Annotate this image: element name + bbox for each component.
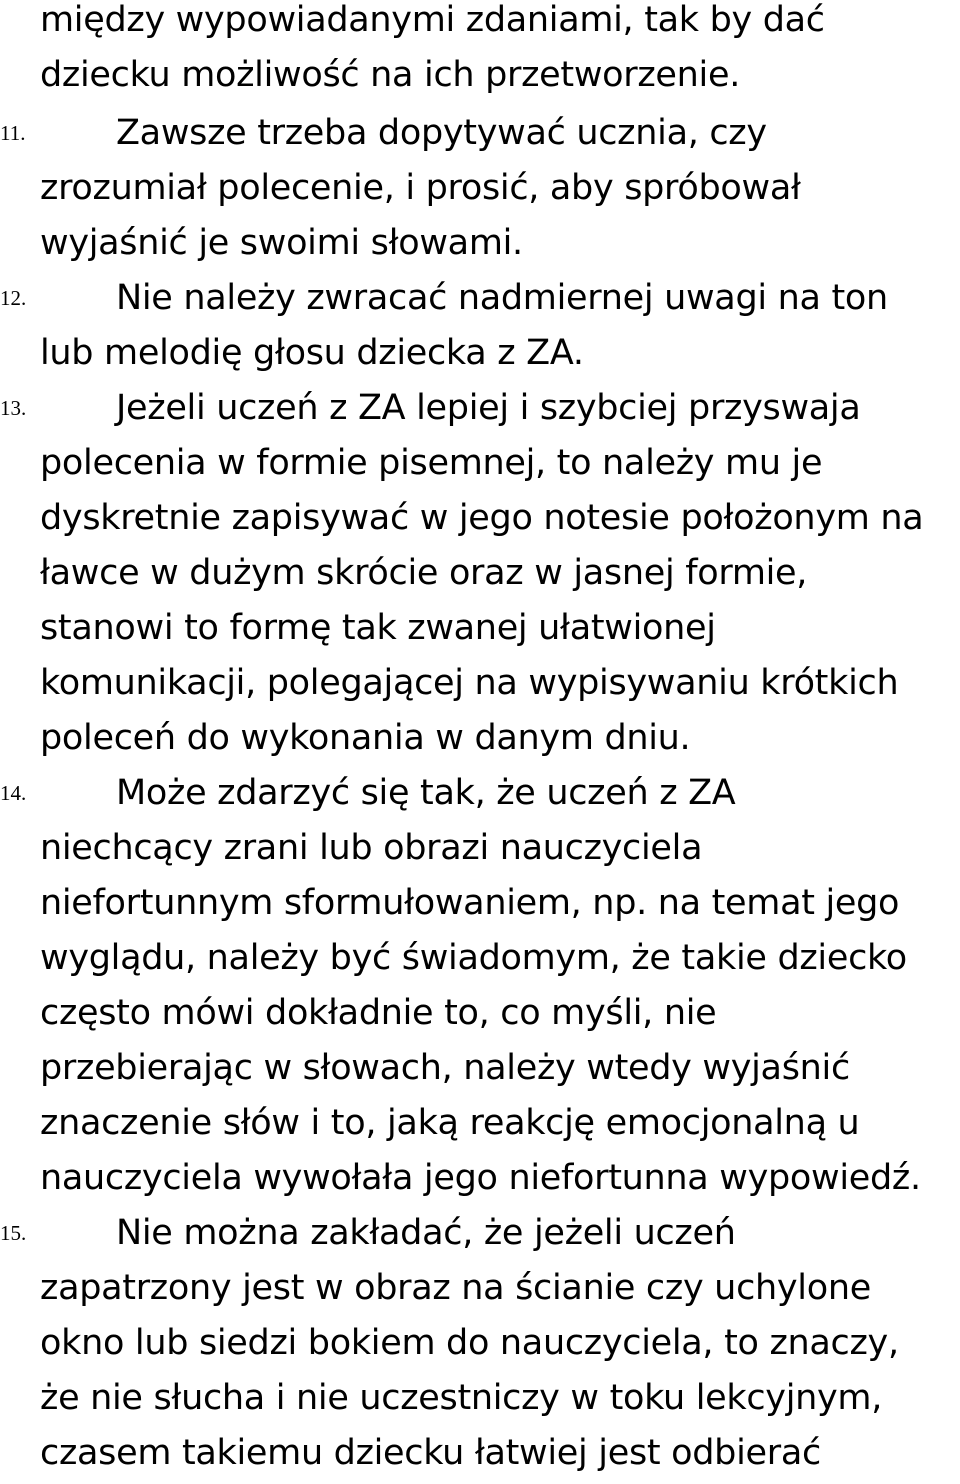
text-line: zapatrzony jest w obraz na ścianie czy uchylone: [40, 1268, 871, 1308]
text-line: Nie można zakładać, że jeżeli uczeń: [116, 1213, 736, 1253]
text-line: znaczenie słów i to, jaką reakcję emocjonalną u: [40, 1103, 860, 1143]
text-line: dziecku możliwość na ich przetworzenie.: [40, 55, 741, 95]
text-line: często mówi dokładnie to, co myśli, nie: [40, 993, 717, 1033]
text-line: Nie należy zwracać nadmiernej uwagi na ton: [116, 278, 888, 318]
text-line: niefortunnym sformułowaniem, np. na temat jego: [40, 883, 900, 923]
text-line: zrozumiał polecenie, i prosić, aby spróbował: [40, 168, 801, 208]
text-line: wyglądu, należy być świadomym, że takie dziecko: [40, 938, 907, 978]
text-line: Zawsze trzeba dopytywać ucznia, czy: [116, 113, 767, 153]
text-line: komunikacji, polegającej na wypisywaniu krótkich: [40, 663, 899, 703]
text-line: dyskretnie zapisywać w jego notesie położonym na: [40, 498, 924, 538]
text-line: poleceń do wykonania w danym dniu.: [40, 718, 691, 758]
text-line: ławce w dużym skrócie oraz w jasnej formie,: [40, 553, 808, 593]
text-line: niechcący zrani lub obrazi nauczyciela: [40, 828, 703, 868]
text-line: Może zdarzyć się tak, że uczeń z ZA: [116, 773, 736, 813]
text-line: między wypowiadanymi zdaniami, tak by dać: [40, 0, 825, 40]
text-line: stanowi to formę tak zwanej ułatwionej: [40, 608, 716, 648]
item-number-13: 13.: [0, 396, 27, 420]
item-number-11: 11.: [0, 121, 26, 145]
text-line: okno lub siedzi bokiem do nauczyciela, to znaczy,: [40, 1323, 899, 1363]
text-line: wyjaśnić je swoimi słowami.: [40, 223, 523, 263]
text-line: czasem takiemu dziecku łatwiej jest odbierać: [40, 1433, 821, 1473]
item-number-15: 15.: [0, 1221, 27, 1245]
item-number-12: 12.: [0, 286, 27, 310]
text-line: przebierając w słowach, należy wtedy wyjaśnić: [40, 1048, 850, 1088]
text-line: polecenia w formie pisemnej, to należy mu je: [40, 443, 823, 483]
text-line: nauczyciela wywołała jego niefortunna wypowiedź.: [40, 1158, 921, 1198]
text-line: lub melodię głosu dziecka z ZA.: [40, 333, 584, 373]
text-line: że nie słucha i nie uczestniczy w toku lekcyjnym,: [40, 1378, 883, 1418]
text-line: Jeżeli uczeń z ZA lepiej i szybciej przyswaja: [116, 388, 861, 428]
item-number-14: 14.: [0, 781, 27, 805]
